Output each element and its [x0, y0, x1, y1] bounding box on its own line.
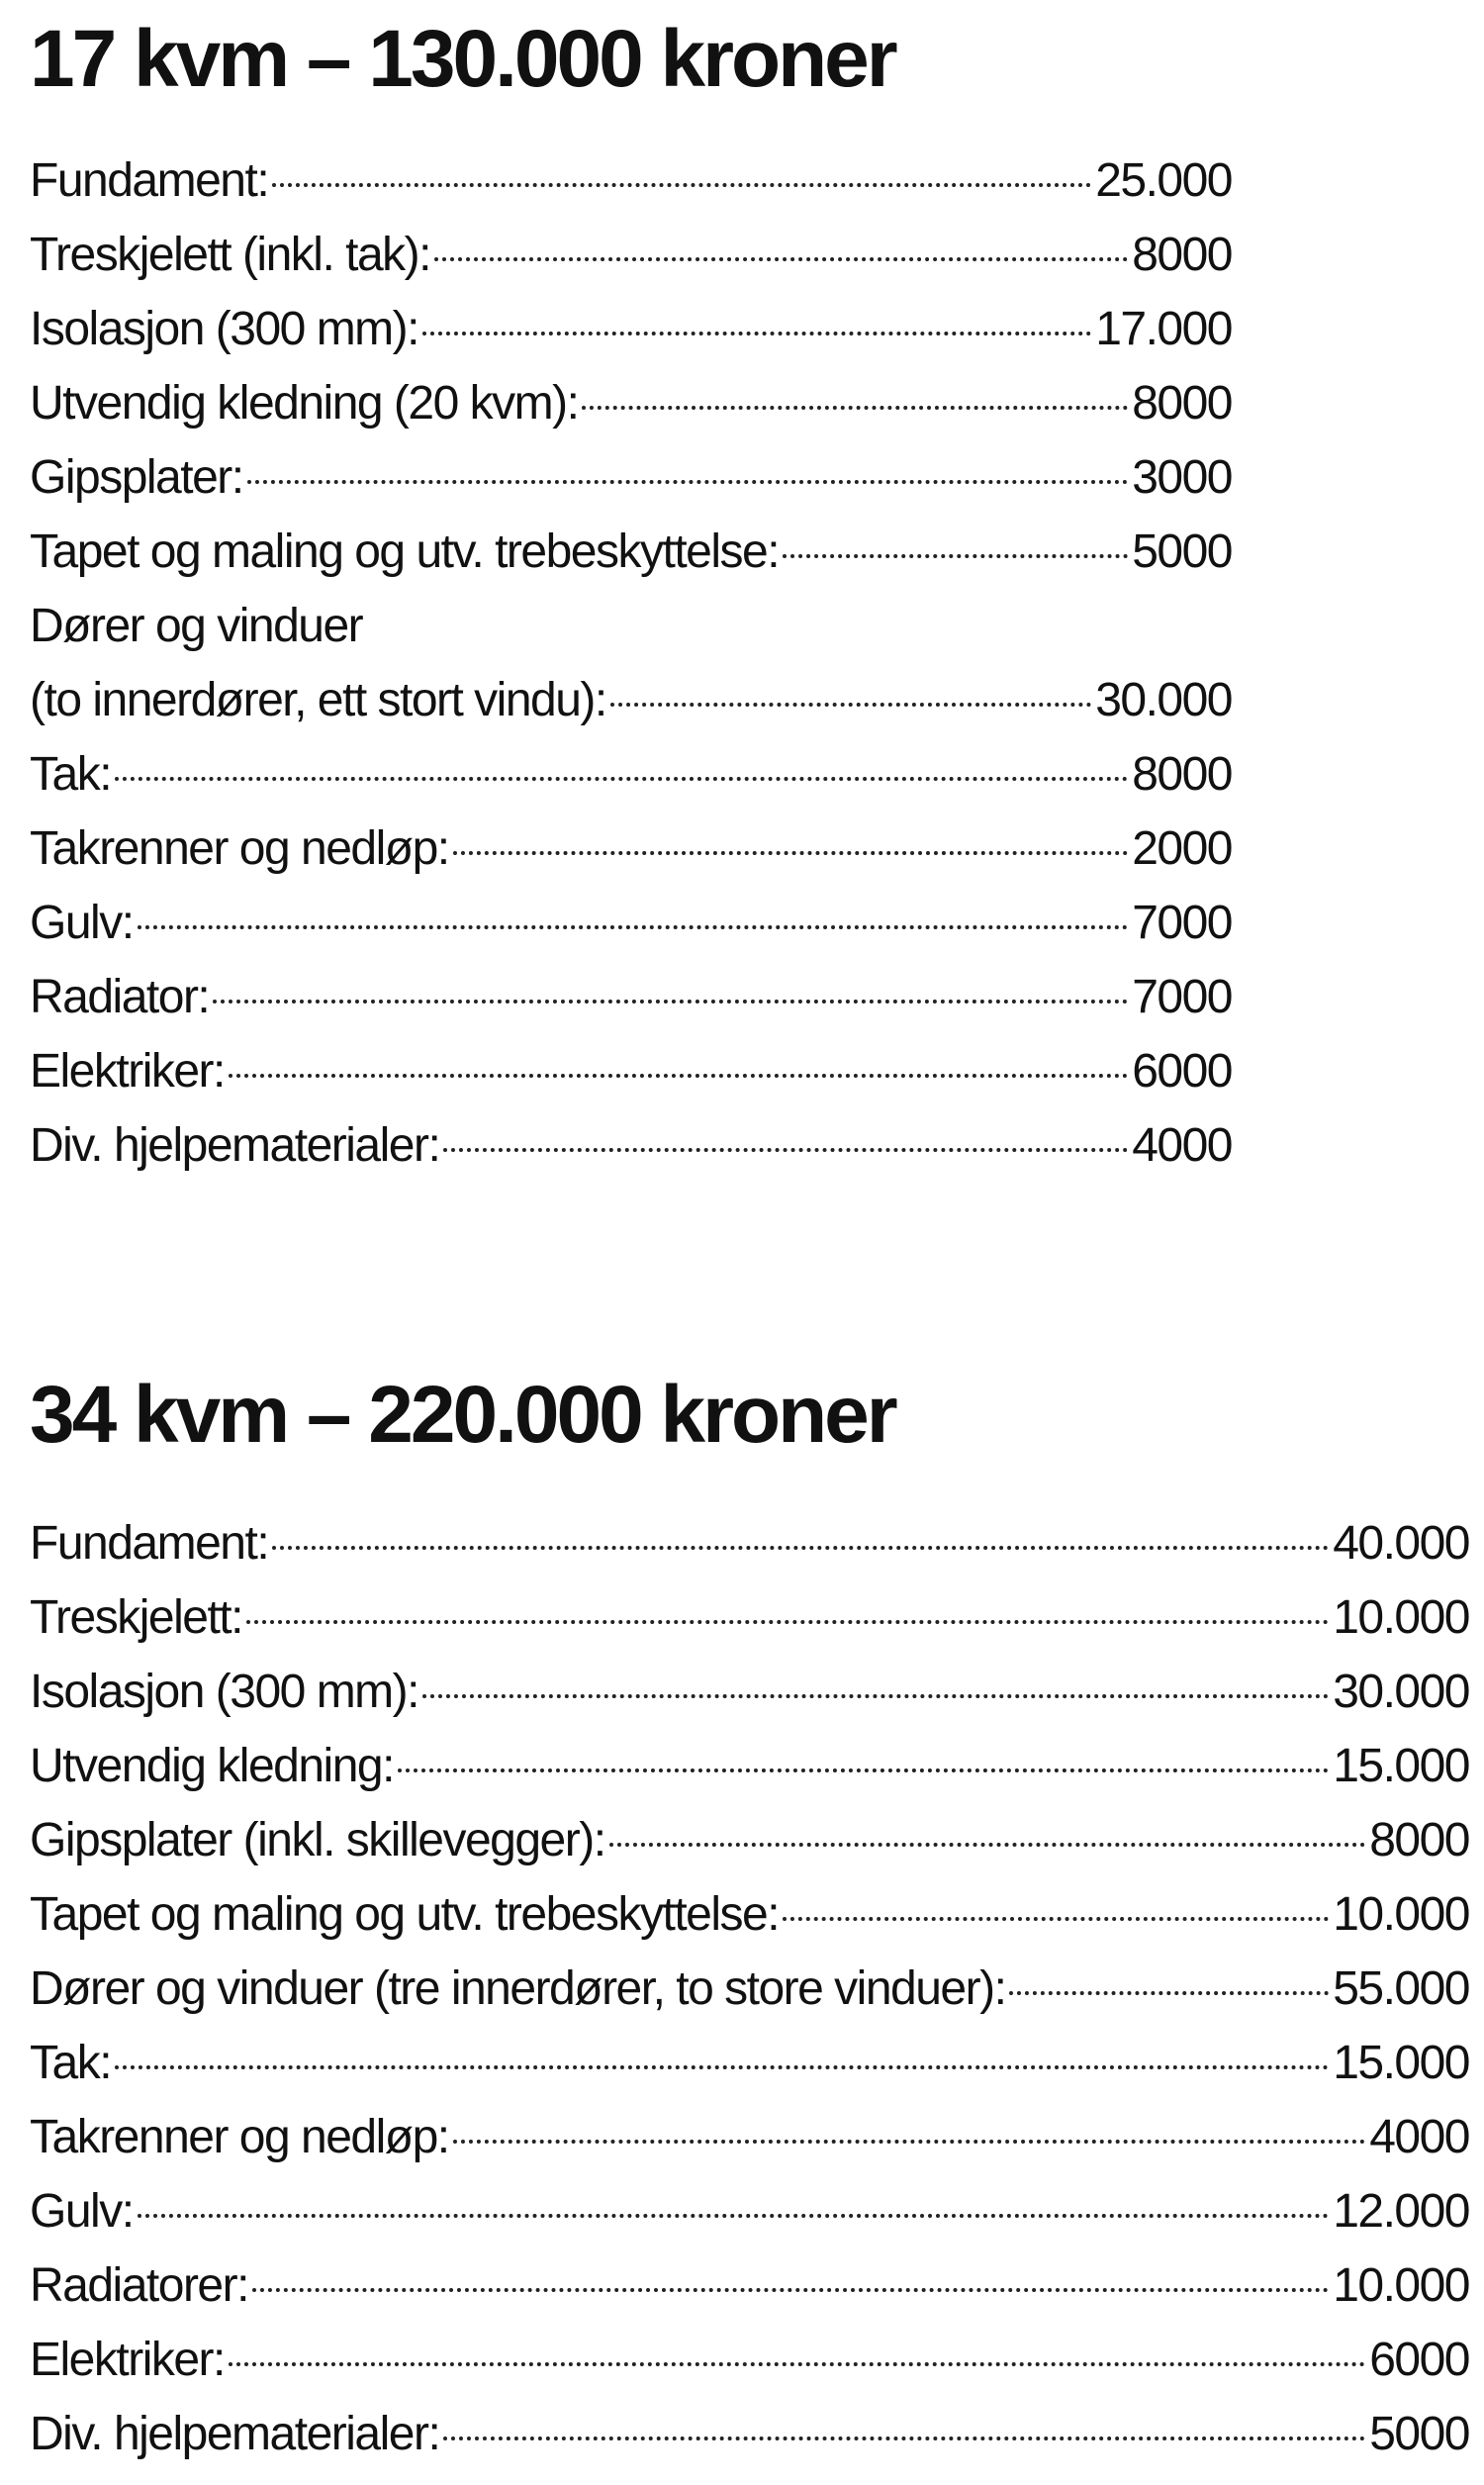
- cost-label: Tak:: [30, 2037, 112, 2089]
- cost-label: Gipsplater (inkl. skillevegger):: [30, 1814, 605, 1866]
- cost-value: 15.000: [1333, 2037, 1469, 2089]
- cost-section-17-kvm: [30, 10, 1232, 1183]
- dot-leader: [582, 406, 1128, 410]
- cost-label: Tapet og maling og utv. trebeskyttelse:: [30, 526, 780, 578]
- dot-leader: [453, 2140, 1366, 2144]
- cost-label: Gipsplater:: [30, 451, 243, 504]
- dot-leader: [115, 777, 1128, 781]
- cost-row-line2: [30, 663, 1232, 737]
- cost-value: 8000: [1369, 1814, 1469, 1866]
- cost-value: 10.000: [1333, 1591, 1469, 1644]
- cost-label: Elektriker:: [30, 1045, 225, 1098]
- cost-row: [30, 143, 1232, 218]
- cost-row: [30, 440, 1232, 515]
- cost-row: [30, 515, 1232, 589]
- dot-leader: [272, 1546, 1329, 1550]
- cost-row: [30, 2174, 1469, 2248]
- cost-label: Takrenner og nedløp:: [30, 2111, 449, 2163]
- cost-row: [30, 1580, 1469, 1655]
- dot-leader: [213, 1000, 1128, 1004]
- cost-value: 2000: [1132, 822, 1232, 875]
- cost-value: 10.000: [1333, 1888, 1469, 1941]
- cost-value: 40.000: [1333, 1517, 1469, 1570]
- cost-row: [30, 1877, 1469, 1952]
- dot-leader: [783, 554, 1128, 558]
- dot-leader: [115, 2065, 1329, 2069]
- dot-leader: [138, 2214, 1330, 2218]
- cost-label: (to innerdører, ett stort vindu):: [30, 674, 606, 726]
- dot-leader: [398, 1768, 1329, 1772]
- dot-leader: [453, 851, 1129, 855]
- cost-label: Elektriker:: [30, 2334, 225, 2386]
- cost-value: 30.000: [1095, 674, 1232, 726]
- cost-value: 6000: [1369, 2334, 1469, 2386]
- cost-value: 5000: [1369, 2408, 1469, 2460]
- dot-leader: [609, 1843, 1366, 1847]
- dot-leader: [422, 1694, 1329, 1698]
- cost-label: Gulv:: [30, 2185, 134, 2238]
- cost-row: [30, 292, 1232, 366]
- cost-label: Fundament:: [30, 154, 269, 207]
- cost-value: 12.000: [1333, 2185, 1469, 2238]
- cost-row: [30, 2026, 1469, 2100]
- cost-row: [30, 1729, 1469, 1803]
- cost-row: [30, 812, 1232, 886]
- cost-label: Gulv:: [30, 897, 134, 949]
- cost-value: 4000: [1132, 1119, 1232, 1172]
- cost-label: Fundament:: [30, 1517, 269, 1570]
- section-heading: 17 kvm – 130.000 kroner: [30, 14, 895, 104]
- cost-value: 3000: [1132, 451, 1232, 504]
- dot-leader: [229, 1074, 1128, 1078]
- cost-row: [30, 2323, 1469, 2397]
- cost-label: Utvendig kledning (20 kvm):: [30, 377, 579, 430]
- cost-row: [30, 1952, 1469, 2026]
- cost-row: [30, 960, 1232, 1034]
- cost-row: [30, 2397, 1469, 2471]
- cost-value: 5000: [1132, 526, 1232, 578]
- cost-label: Isolasjon (300 mm):: [30, 1666, 418, 1718]
- dot-leader: [434, 257, 1128, 261]
- cost-value: 55.000: [1333, 1962, 1469, 2015]
- cost-value: 8000: [1132, 377, 1232, 430]
- cost-label: Tak:: [30, 748, 112, 801]
- cost-value: 10.000: [1333, 2259, 1469, 2312]
- cost-list: [30, 143, 1232, 1183]
- cost-value: 30.000: [1333, 1666, 1469, 1718]
- dot-leader: [246, 1620, 1329, 1624]
- cost-value: 7000: [1132, 897, 1232, 949]
- cost-label: Dører og vinduer (tre innerdører, to store vinduer):: [30, 1962, 1006, 2015]
- cost-value: 8000: [1132, 229, 1232, 281]
- dot-leader: [443, 1148, 1128, 1152]
- cost-label-line1: Dører og vinduer: [30, 600, 363, 652]
- cost-label: Radiator:: [30, 971, 210, 1023]
- cost-row: [30, 737, 1232, 812]
- cost-label: Radiatorer:: [30, 2259, 248, 2312]
- cost-row: [30, 1506, 1469, 1580]
- dot-leader: [229, 2362, 1365, 2366]
- cost-value: 17.000: [1095, 303, 1232, 355]
- cost-label: Div. hjelpematerialer:: [30, 1119, 440, 1172]
- dot-leader: [443, 2437, 1365, 2440]
- cost-label: Takrenner og nedløp:: [30, 822, 449, 875]
- dot-leader: [272, 183, 1091, 187]
- cost-label: Tapet og maling og utv. trebeskyttelse:: [30, 1888, 780, 1941]
- cost-row: [30, 218, 1232, 292]
- cost-row: [30, 886, 1232, 960]
- dot-leader: [1009, 1991, 1329, 1995]
- cost-section-34-kvm: [30, 1366, 1469, 2471]
- cost-value: 25.000: [1095, 154, 1232, 207]
- dot-leader: [610, 703, 1091, 707]
- cost-row: [30, 2100, 1469, 2174]
- cost-value: 8000: [1132, 748, 1232, 801]
- dot-leader: [247, 480, 1129, 484]
- cost-row: [30, 2248, 1469, 2323]
- cost-value: 4000: [1369, 2111, 1469, 2163]
- cost-row: [30, 1108, 1232, 1183]
- dot-leader: [422, 332, 1091, 335]
- dot-leader: [252, 2288, 1329, 2292]
- cost-value: 6000: [1132, 1045, 1232, 1098]
- cost-label: Div. hjelpematerialer:: [30, 2408, 440, 2460]
- cost-row: [30, 1655, 1469, 1729]
- dot-leader: [138, 925, 1129, 929]
- cost-row: [30, 1803, 1469, 1877]
- cost-value: 7000: [1132, 971, 1232, 1023]
- cost-label: Utvendig kledning:: [30, 1740, 394, 1792]
- section-heading: 34 kvm – 220.000 kroner: [30, 1370, 895, 1460]
- cost-row: [30, 366, 1232, 440]
- cost-row: [30, 589, 1232, 737]
- cost-value: 15.000: [1333, 1740, 1469, 1792]
- cost-list: [30, 1506, 1469, 2471]
- dot-leader: [783, 1917, 1329, 1921]
- cost-row: [30, 1034, 1232, 1108]
- cost-label: Treskjelett (inkl. tak):: [30, 229, 430, 281]
- cost-label: Treskjelett:: [30, 1591, 242, 1644]
- cost-label: Isolasjon (300 mm):: [30, 303, 418, 355]
